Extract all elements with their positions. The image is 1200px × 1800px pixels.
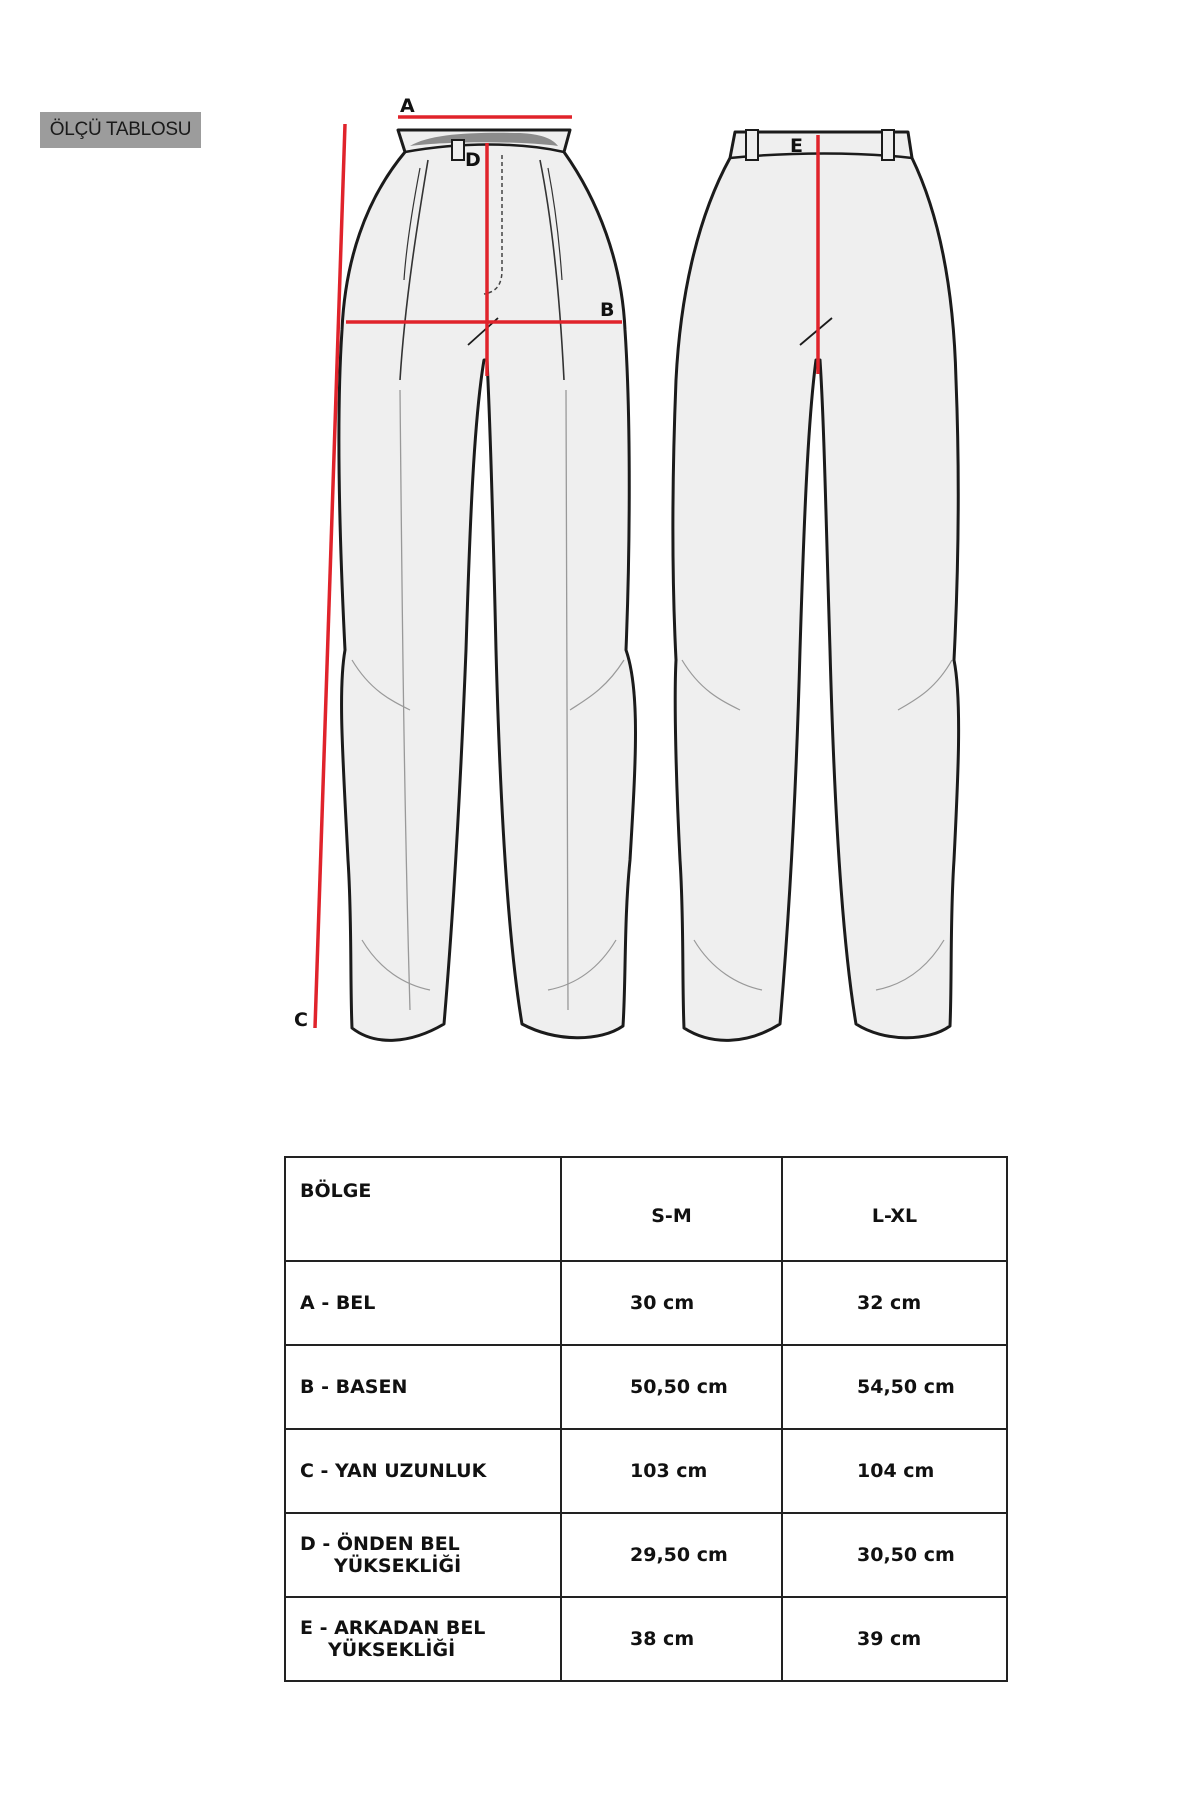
row-region [285,1513,561,1597]
pants-back-view [673,130,959,1040]
row-value-sm: 38 cm [561,1597,782,1681]
label-b: B [600,299,615,321]
header-size-sm: S-M [561,1157,782,1261]
row-region: A - BEL [285,1261,561,1345]
row-value-sm: 29,50 cm [561,1513,782,1597]
table-row [285,1513,1007,1597]
back-belt-loop-left [746,130,758,160]
back-belt-loop-right [882,130,894,160]
size-chart-table [284,1156,1008,1682]
header-region: BÖLGE [285,1157,561,1261]
label-d: D [465,149,481,171]
row-region: B - BASEN [285,1345,561,1429]
label-a: A [400,95,415,117]
row-value-lxl: 32 cm [782,1261,1007,1345]
row-region-line2: YÜKSEKLİĞİ [334,1555,462,1577]
row-value-lxl: 30,50 cm [782,1513,1007,1597]
row-region [285,1597,561,1681]
row-value-sm: 103 cm [561,1429,782,1513]
row-region-line2: YÜKSEKLİĞİ [328,1639,456,1661]
row-region: C - YAN UZUNLUK [285,1429,561,1513]
back-pants-outline [673,132,959,1040]
header-size-lxl: L-XL [782,1157,1007,1261]
row-value-sm: 30 cm [561,1261,782,1345]
row-region-line1: E - ARKADAN BEL [300,1617,486,1639]
title-badge: ÖLÇÜ TABLOSU [40,112,201,148]
table-row [285,1597,1007,1681]
row-region-line1: D - ÖNDEN BEL [300,1533,460,1555]
table-row [285,1345,1007,1429]
table-header-row [285,1157,1007,1261]
row-value-lxl: 104 cm [782,1429,1007,1513]
belt-loop-left [452,140,464,160]
table-row [285,1261,1007,1345]
table-row [285,1429,1007,1513]
label-c: C [294,1009,308,1031]
row-value-sm: 50,50 cm [561,1345,782,1429]
row-value-lxl: 39 cm [782,1597,1007,1681]
row-value-lxl: 54,50 cm [782,1345,1007,1429]
label-e: E [790,135,803,157]
